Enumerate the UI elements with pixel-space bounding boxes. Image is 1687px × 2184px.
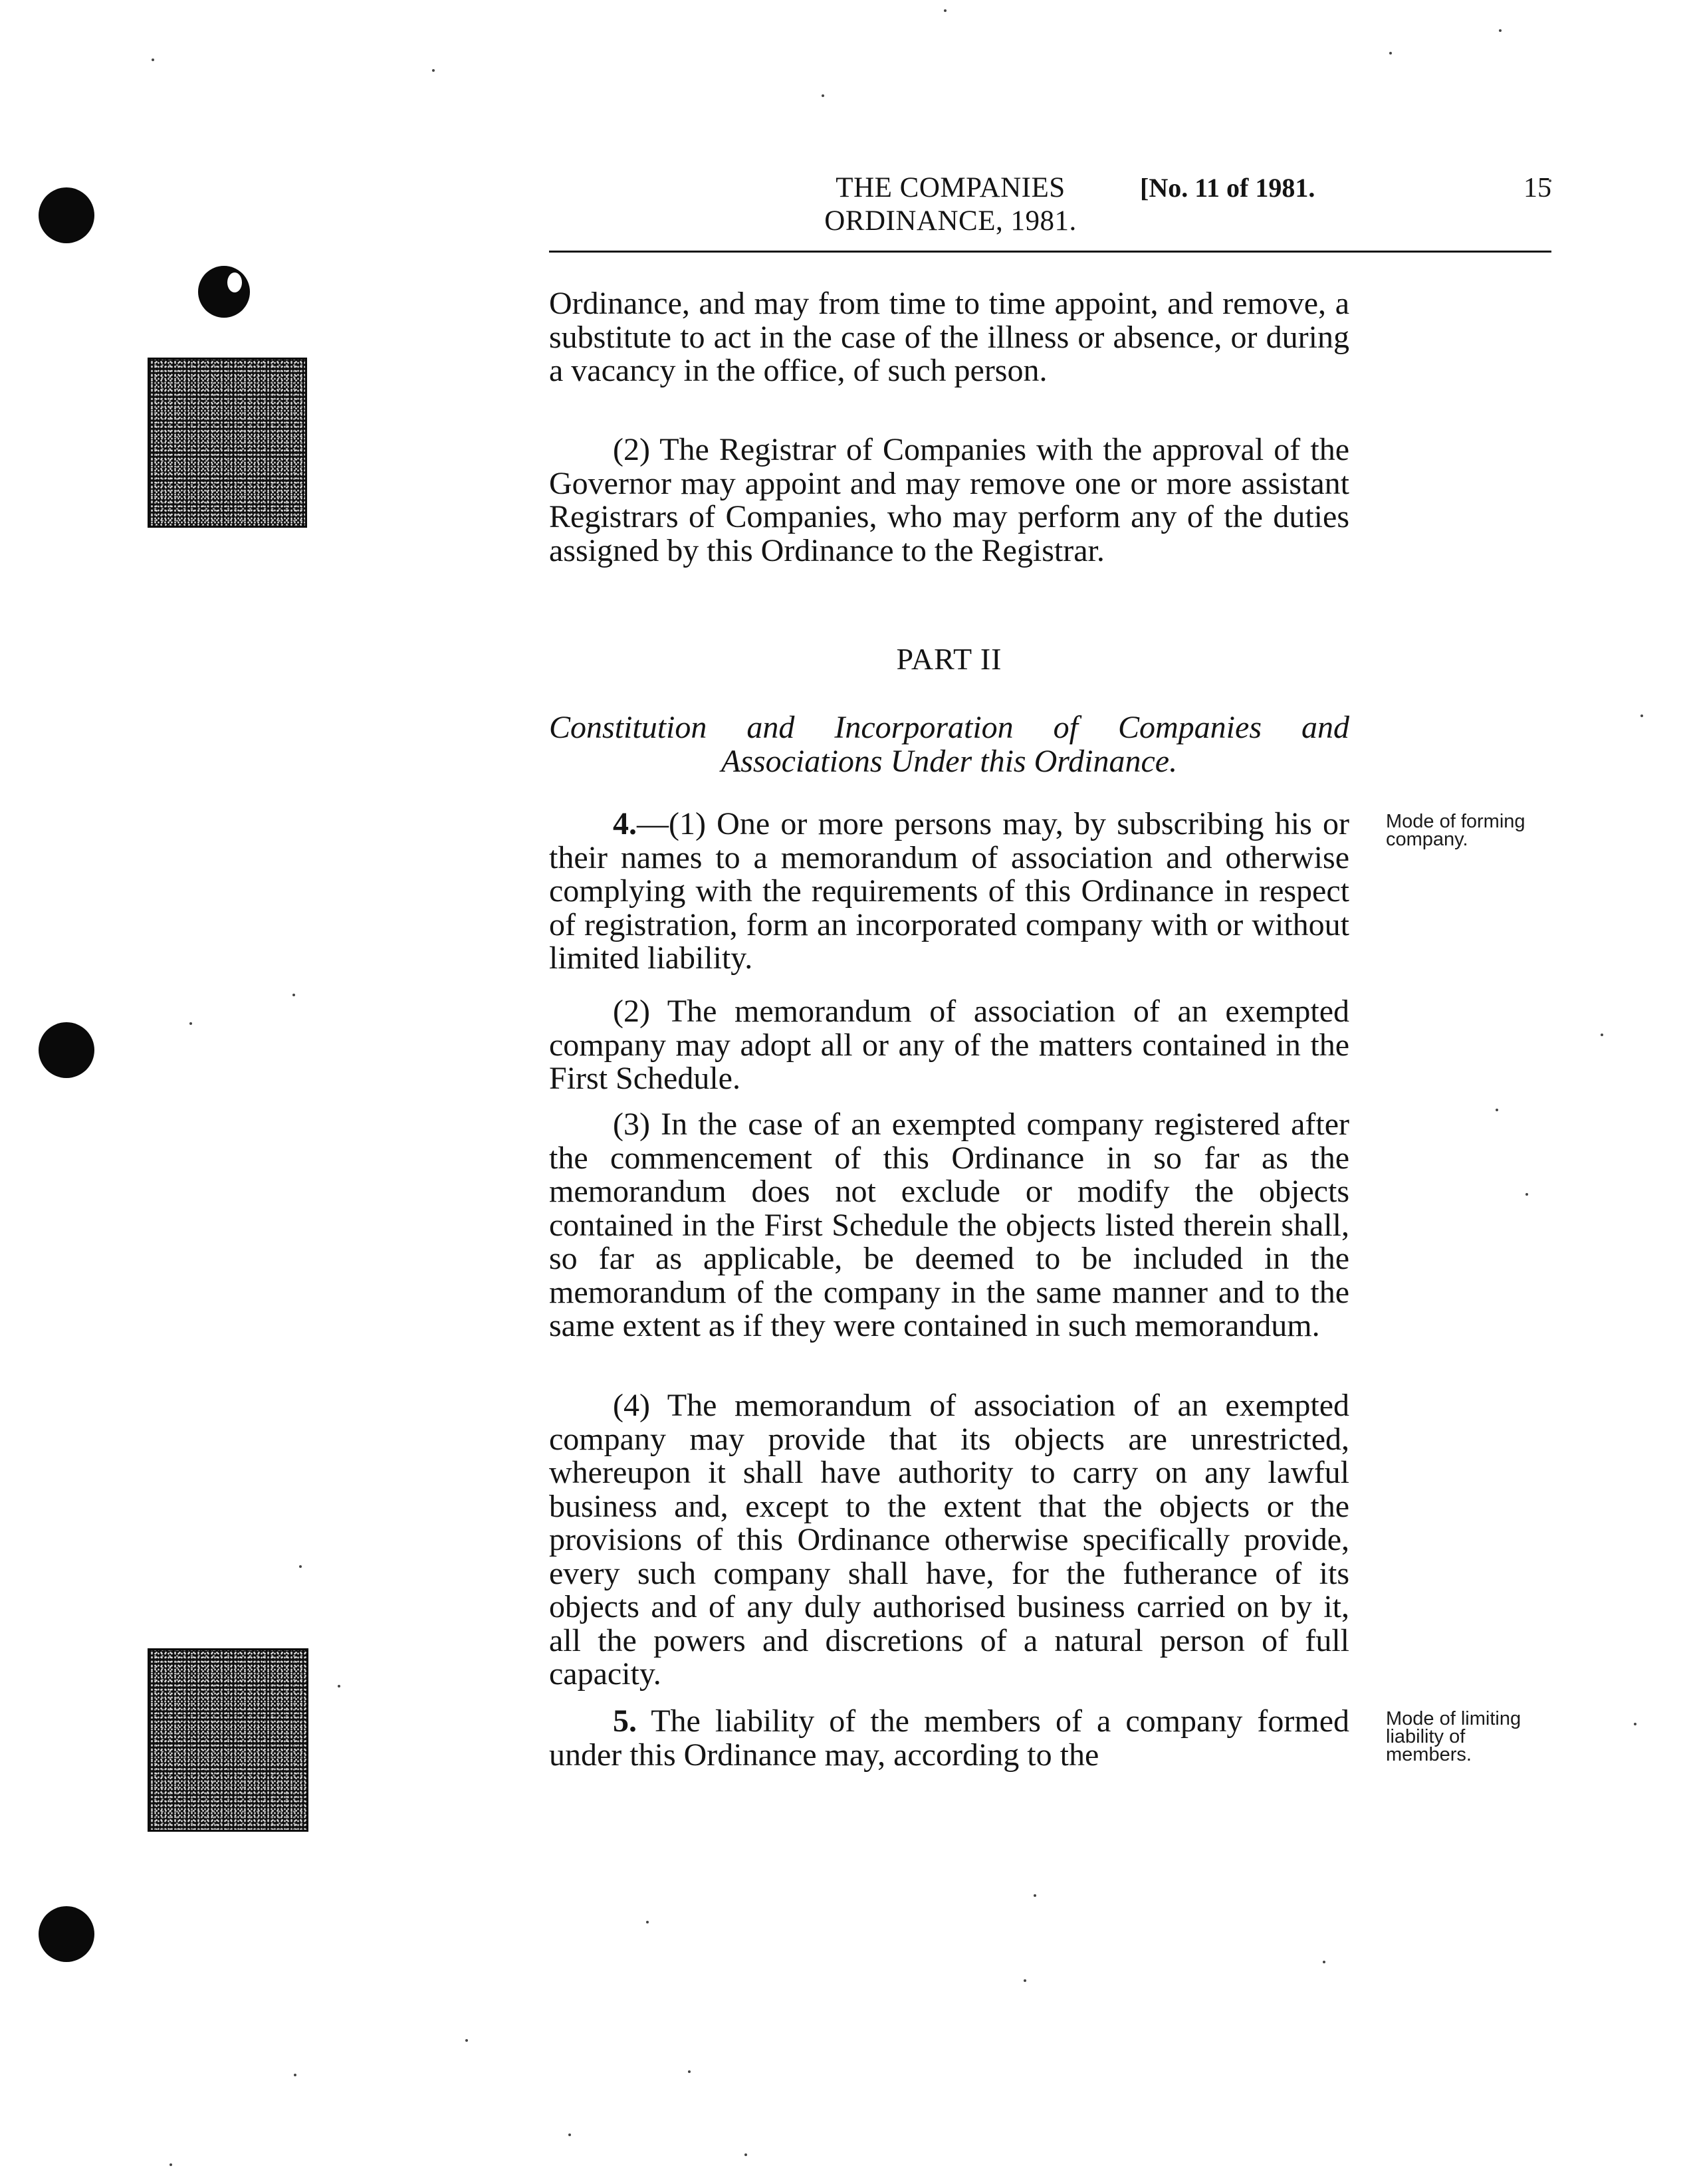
- scan-speck: [1496, 1109, 1498, 1111]
- scan-speck: [169, 2163, 172, 2166]
- scan-speck: [944, 9, 947, 12]
- page-number: 15: [1523, 173, 1551, 203]
- scan-speck: [1634, 1723, 1636, 1725]
- punch-hole-bottom: [39, 1906, 94, 1962]
- scan-speck: [1389, 52, 1392, 55]
- section-4-1: [549, 808, 1349, 976]
- scan-speck: [1024, 1979, 1026, 1982]
- scan-artifact-patch-top: [148, 358, 307, 528]
- scan-artifact-patch-bottom: [148, 1648, 308, 1832]
- paragraph-continued: Ordinance, and may from time to time appoint, and remove, a substitute to act in the case of the illness or absence, or during a vacancy in the office, of such person.: [549, 286, 1349, 388]
- header-title-line1: THE COMPANIES: [836, 172, 1066, 203]
- punch-hole-partial: [198, 266, 250, 318]
- header-rule: [549, 251, 1551, 253]
- section-4-4: (4) The memorandum of association of an exempted company may provide that its objects are unrestricted, whereupon it shall have authority to carry on any lawful business and, except to the extent that the objects or the provisions of this Ordinance otherwise specifically provide, every such company shall have, for the futherance of its objects and of any duly authorised business carried on by it, all the powers and discretions of a natural person of full capacity.: [549, 1388, 1349, 1692]
- scan-speck: [432, 69, 435, 72]
- scan-speck: [1640, 714, 1643, 717]
- ordinance-number: [No. 11 of 1981.: [1140, 173, 1315, 203]
- scan-speck: [1525, 1193, 1528, 1196]
- paragraph-3-2: (2) The Registrar of Companies with the approval of the Governor may appoint and may remove one or more assistant Registrars of Companies, who may perform any of the duties assigned by this Ordinance to the Registrar.: [549, 432, 1349, 568]
- punch-hole-top: [39, 187, 94, 243]
- margin-note-section-5: Mode of limiting liability of members.: [1386, 1708, 1521, 1765]
- section-4-2: (2) The memorandum of association of an exempted company may adopt all or any of the matters contained in the First Schedule.: [549, 994, 1349, 1096]
- section-5-text: The liability of the members of a company formed under this Ordinance may, according to the: [549, 1703, 1349, 1773]
- section-5-number: 5.: [613, 1703, 637, 1739]
- part-subheading: Constitution and Incorporation of Companies and Associations Under this Ordinance.: [549, 710, 1349, 779]
- section-4-number: 4.: [613, 806, 637, 841]
- scan-speck: [294, 2074, 296, 2076]
- scan-speck: [299, 1565, 302, 1568]
- margin-note-section-4: Mode of forming company.: [1386, 811, 1525, 850]
- section-5: [549, 1705, 1349, 1772]
- scan-speck: [338, 1685, 340, 1688]
- scan-speck: [822, 94, 824, 97]
- scan-speck: [1323, 1961, 1325, 1963]
- scan-speck: [189, 1022, 192, 1025]
- scan-speck: [465, 2039, 468, 2042]
- section-4-3: (3) In the case of an exempted company registered after the commencement of this Ordinance in so far as the memorandum does not exclude or modify the objects contained in the First Schedule the objects listed therein shall, so far as applicable, be deemed to be included in the memorandum of the company in the same manner and to the same extent as if they were contained in such memorandum.: [549, 1107, 1349, 1343]
- scan-speck: [744, 2153, 747, 2156]
- punch-hole-middle: [39, 1022, 94, 1078]
- scan-speck: [568, 2133, 571, 2136]
- scan-speck: [1034, 1894, 1036, 1897]
- scan-speck: [152, 58, 154, 61]
- scan-speck: [1601, 1034, 1603, 1036]
- part-heading: PART II: [896, 642, 1002, 676]
- header-title-line2: ORDINANCE, 1981.: [824, 205, 1077, 237]
- scan-speck: [688, 2070, 691, 2073]
- section-4-1-text: —(1) One or more persons may, by subscribing his or their names to a memorandum of association and otherwise complying with the requirements of this Ordinance in respect of registration, form an incorporated company with or without limited liability.: [549, 806, 1349, 976]
- scan-speck: [1499, 29, 1502, 32]
- scan-speck: [646, 1921, 649, 1923]
- scan-speck: [292, 994, 295, 996]
- running-header-title: [811, 171, 1090, 238]
